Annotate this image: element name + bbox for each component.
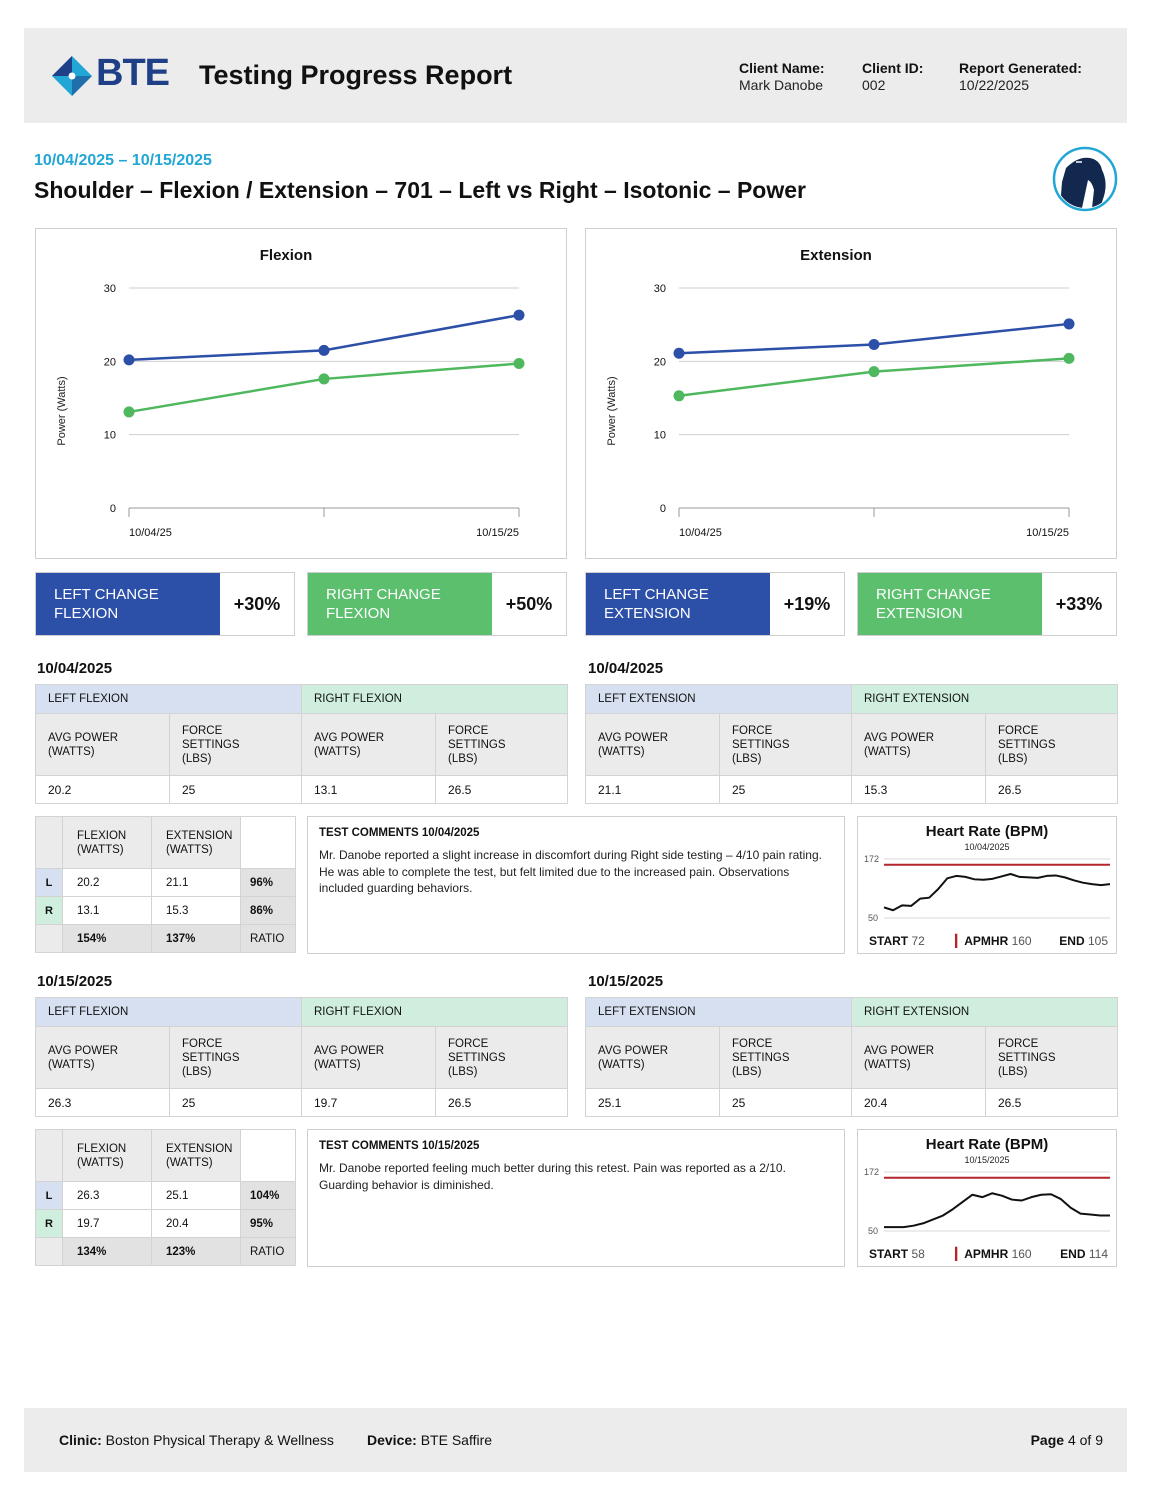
change-value: +33%	[1055, 593, 1103, 614]
left-tag: L	[36, 1182, 63, 1210]
x-tick-label: 10/15/25	[476, 527, 519, 539]
x-tick-label: 10/15/25	[1026, 527, 1069, 539]
data-point	[514, 358, 525, 369]
session-date-flexion: 10/15/2025	[37, 973, 113, 990]
right-force-value: 26.5	[986, 1089, 1118, 1117]
hr-apmhr-label: APMHR	[964, 934, 1009, 948]
left-avg-power-value: 26.3	[36, 1089, 170, 1117]
avg-power-header: AVG POWER (WATTS)	[36, 1027, 170, 1089]
left-tag: L	[36, 869, 63, 897]
y-tick-label: 20	[103, 356, 116, 369]
change-value: +30%	[233, 593, 281, 614]
test-comments-text: Mr. Danobe reported a slight increase in discomfort during Right side testing – 4/10 pain rating. He was able to complete the test, but felt limited due to the increased pain. Observations included guarding behaviors.	[319, 848, 822, 895]
extension-watts-header: EXTENSION (WATTS)	[152, 1130, 241, 1182]
page-current: 4	[1067, 1432, 1076, 1448]
ratio-extension: 137%	[152, 925, 241, 953]
flexion-session-table	[35, 997, 568, 1117]
left-change-flexion-card	[35, 572, 295, 636]
client-id-value: 002	[862, 77, 886, 93]
change-label: LEFT CHANGE EXTENSION	[586, 573, 770, 635]
test-comments-title: TEST COMMENTS 10/04/2025	[319, 827, 480, 839]
right-tag: R	[36, 1210, 63, 1238]
ratio-flexion: 154%	[63, 925, 152, 953]
session-date-extension: 10/15/2025	[588, 973, 664, 990]
hr-apmhr-value: 160	[1011, 934, 1032, 948]
right-force-value: 26.5	[436, 776, 568, 804]
data-point	[319, 345, 330, 356]
y-tick-label: 30	[653, 283, 666, 295]
right-ratio-pct: 86%	[241, 897, 296, 925]
page-label: Page	[1030, 1432, 1065, 1448]
left-flexion-watts: 26.3	[63, 1182, 152, 1210]
data-point	[869, 366, 880, 377]
hr-apmhr-label: APMHR	[964, 1247, 1009, 1261]
bte-logo-text: BTE	[96, 52, 169, 94]
ratio-blank-header	[241, 817, 296, 869]
data-point	[124, 406, 135, 417]
client-name-value: Mark Danobe	[739, 77, 824, 93]
ratio-table	[35, 816, 296, 953]
change-label: LEFT CHANGE FLEXION	[36, 573, 220, 635]
right-avg-power-value: 13.1	[302, 776, 436, 804]
footer-clinic	[59, 1432, 334, 1448]
left-avg-power-value: 21.1	[586, 776, 720, 804]
flexion-watts-header: FLEXION (WATTS)	[63, 817, 152, 869]
chart-title: Flexion	[259, 247, 313, 264]
report-generated-label: Report Generated:	[959, 60, 1082, 76]
hr-start	[869, 934, 925, 948]
force-settings-header: FORCE SETTINGS (LBS)	[436, 714, 568, 776]
left-extension-header: LEFT EXTENSION	[586, 685, 852, 714]
report-title: Testing Progress Report	[199, 60, 513, 90]
left-flexion-watts: 20.2	[63, 869, 152, 897]
bte-logo-icon	[52, 56, 92, 96]
hr-end-label: END	[1059, 934, 1085, 948]
client-name-label: Client Name:	[739, 60, 825, 76]
right-flexion-header: RIGHT FLEXION	[302, 685, 568, 714]
test-title: Shoulder – Flexion / Extension – 701 – Left vs Right – Isotonic – Power	[34, 177, 806, 203]
test-comments-title: TEST COMMENTS 10/15/2025	[319, 1140, 480, 1152]
right-tag: R	[36, 897, 63, 925]
ratio-row-blank	[36, 925, 63, 953]
flexion-watts-header: FLEXION (WATTS)	[63, 1130, 152, 1182]
extension-session-table	[585, 997, 1118, 1117]
left-avg-power-value: 20.2	[36, 776, 170, 804]
left-ratio-pct: 104%	[241, 1182, 296, 1210]
avg-power-header: AVG POWER (WATTS)	[852, 714, 986, 776]
hr-line	[884, 874, 1110, 910]
ratio-label: RATIO	[241, 925, 296, 953]
hr-apmhr-value: 160	[1011, 1247, 1032, 1261]
report-generated-block	[959, 60, 1082, 93]
left-flexion-header: LEFT FLEXION	[36, 685, 302, 714]
hr-start	[869, 1247, 925, 1261]
report-generated-value: 10/22/2025	[959, 77, 1030, 93]
hr-start-value: 58	[911, 1247, 925, 1261]
client-id-label: Client ID:	[862, 60, 924, 76]
shoulder-body-icon	[1052, 146, 1118, 212]
client-id-block	[862, 60, 923, 93]
data-point	[319, 373, 330, 384]
right-ratio-pct: 95%	[241, 1210, 296, 1238]
ratio-corner	[36, 1130, 63, 1182]
hr-start-label: START	[869, 934, 909, 948]
hr-end	[1060, 1247, 1108, 1261]
right-extension-watts: 15.3	[152, 897, 241, 925]
chart-title: Extension	[800, 247, 872, 264]
heart-rate-date: 10/04/2025	[964, 842, 1010, 852]
change-label: RIGHT CHANGE FLEXION	[308, 573, 492, 635]
change-value: +19%	[783, 593, 831, 614]
page-of: of 9	[1079, 1432, 1103, 1448]
flexion-chart	[35, 228, 567, 559]
hr-y-min-label: 50	[868, 1226, 879, 1236]
hr-line	[884, 1193, 1110, 1227]
x-tick-label: 10/04/25	[679, 527, 722, 539]
client-name-block	[739, 60, 825, 93]
extension-chart	[585, 228, 1117, 559]
hr-end-value: 105	[1087, 934, 1108, 948]
left-avg-power-value: 25.1	[586, 1089, 720, 1117]
test-comments-box	[307, 1129, 845, 1267]
force-settings-header: FORCE SETTINGS (LBS)	[720, 1027, 852, 1089]
change-label: RIGHT CHANGE EXTENSION	[858, 573, 1042, 635]
ratio-label: RATIO	[241, 1238, 296, 1266]
heart-rate-date: 10/15/2025	[964, 1155, 1010, 1165]
force-settings-header: FORCE SETTINGS (LBS)	[170, 1027, 302, 1089]
clinic-label: Clinic:	[59, 1432, 102, 1448]
right-flexion-header: RIGHT FLEXION	[302, 998, 568, 1027]
data-point	[514, 310, 525, 321]
data-point	[869, 339, 880, 350]
ratio-flexion: 134%	[63, 1238, 152, 1266]
test-comments-text: Mr. Danobe reported feeling much better during this retest. Pain was reported as a 2/10. Guarding behavior is diminished.	[319, 1161, 786, 1192]
data-point	[1064, 318, 1075, 329]
session-date-extension: 10/04/2025	[588, 660, 664, 677]
left-extension-watts: 21.1	[152, 869, 241, 897]
right-extension-header: RIGHT EXTENSION	[852, 685, 1118, 714]
right-force-value: 26.5	[986, 776, 1118, 804]
hr-end-label: END	[1060, 1247, 1086, 1261]
left-force-value: 25	[170, 1089, 302, 1117]
left-extension-header: LEFT EXTENSION	[586, 998, 852, 1027]
avg-power-header: AVG POWER (WATTS)	[586, 1027, 720, 1089]
left-ratio-pct: 96%	[241, 869, 296, 897]
change-value: +50%	[505, 593, 553, 614]
data-point	[124, 354, 135, 365]
avg-power-header: AVG POWER (WATTS)	[36, 714, 170, 776]
hr-end-value: 114	[1088, 1247, 1108, 1261]
series-line-1	[129, 364, 519, 412]
heart-rate-panel	[857, 816, 1117, 954]
clinic-value: Boston Physical Therapy & Wellness	[105, 1432, 334, 1448]
report-footer	[24, 1408, 1127, 1472]
hr-start-value: 72	[911, 934, 925, 948]
heart-rate-title: Heart Rate (BPM)	[925, 1136, 1049, 1153]
device-label: Device:	[367, 1432, 417, 1448]
flexion-chart-svg	[36, 229, 568, 560]
y-tick-label: 0	[659, 503, 666, 515]
left-extension-watts: 25.1	[152, 1182, 241, 1210]
x-tick-label: 10/04/25	[129, 527, 172, 539]
right-avg-power-value: 15.3	[852, 776, 986, 804]
data-point	[1064, 353, 1075, 364]
avg-power-header: AVG POWER (WATTS)	[852, 1027, 986, 1089]
y-axis-label: Power (Watts)	[56, 376, 68, 446]
force-settings-header: FORCE SETTINGS (LBS)	[170, 714, 302, 776]
ratio-table	[35, 1129, 296, 1266]
data-point	[674, 348, 685, 359]
y-tick-label: 30	[103, 283, 116, 295]
right-flexion-watts: 19.7	[63, 1210, 152, 1238]
heart-rate-title: Heart Rate (BPM)	[925, 823, 1049, 840]
date-range: 10/04/2025 – 10/15/2025	[34, 152, 212, 169]
flexion-session-table	[35, 684, 568, 804]
data-point	[674, 390, 685, 401]
force-settings-header: FORCE SETTINGS (LBS)	[986, 1027, 1118, 1089]
ratio-extension: 123%	[152, 1238, 241, 1266]
force-settings-header: FORCE SETTINGS (LBS)	[986, 714, 1118, 776]
hr-end	[1059, 934, 1108, 948]
y-tick-label: 10	[103, 429, 116, 442]
ratio-blank-header	[241, 1130, 296, 1182]
test-comments-box	[307, 816, 845, 954]
left-flexion-header: LEFT FLEXION	[36, 998, 302, 1027]
avg-power-header: AVG POWER (WATTS)	[586, 714, 720, 776]
force-settings-header: FORCE SETTINGS (LBS)	[720, 714, 852, 776]
hr-y-max-label: 172	[864, 1167, 880, 1177]
right-extension-watts: 20.4	[152, 1210, 241, 1238]
right-avg-power-value: 20.4	[852, 1089, 986, 1117]
hr-apmhr: ▎APMHR 160	[955, 1247, 1032, 1261]
ratio-row-blank	[36, 1238, 63, 1266]
right-extension-header: RIGHT EXTENSION	[852, 998, 1118, 1027]
y-tick-label: 0	[109, 503, 116, 515]
hr-start-label: START	[869, 1247, 909, 1261]
left-force-value: 25	[720, 776, 852, 804]
hr-y-min-label: 50	[868, 913, 879, 923]
heart-rate-panel	[857, 1129, 1117, 1267]
y-tick-label: 20	[653, 356, 666, 369]
left-change-extension-card	[585, 572, 845, 636]
right-change-extension-card	[857, 572, 1117, 636]
y-tick-label: 10	[653, 429, 666, 442]
hr-y-max-label: 172	[864, 854, 880, 864]
hr-apmhr: ▎APMHR 160	[955, 934, 1032, 948]
avg-power-header: AVG POWER (WATTS)	[302, 714, 436, 776]
footer-device	[367, 1432, 492, 1448]
left-force-value: 25	[170, 776, 302, 804]
footer-page	[1031, 1432, 1103, 1448]
session-date-flexion: 10/04/2025	[37, 660, 113, 677]
y-axis-label: Power (Watts)	[606, 376, 618, 446]
force-settings-header: FORCE SETTINGS (LBS)	[436, 1027, 568, 1089]
device-value: BTE Saffire	[420, 1432, 493, 1448]
avg-power-header: AVG POWER (WATTS)	[302, 1027, 436, 1089]
right-force-value: 26.5	[436, 1089, 568, 1117]
ratio-corner	[36, 817, 63, 869]
left-force-value: 25	[720, 1089, 852, 1117]
extension-chart-svg	[586, 229, 1118, 560]
right-avg-power-value: 19.7	[302, 1089, 436, 1117]
extension-watts-header: EXTENSION (WATTS)	[152, 817, 241, 869]
right-flexion-watts: 13.1	[63, 897, 152, 925]
right-change-flexion-card	[307, 572, 567, 636]
extension-session-table	[585, 684, 1118, 804]
